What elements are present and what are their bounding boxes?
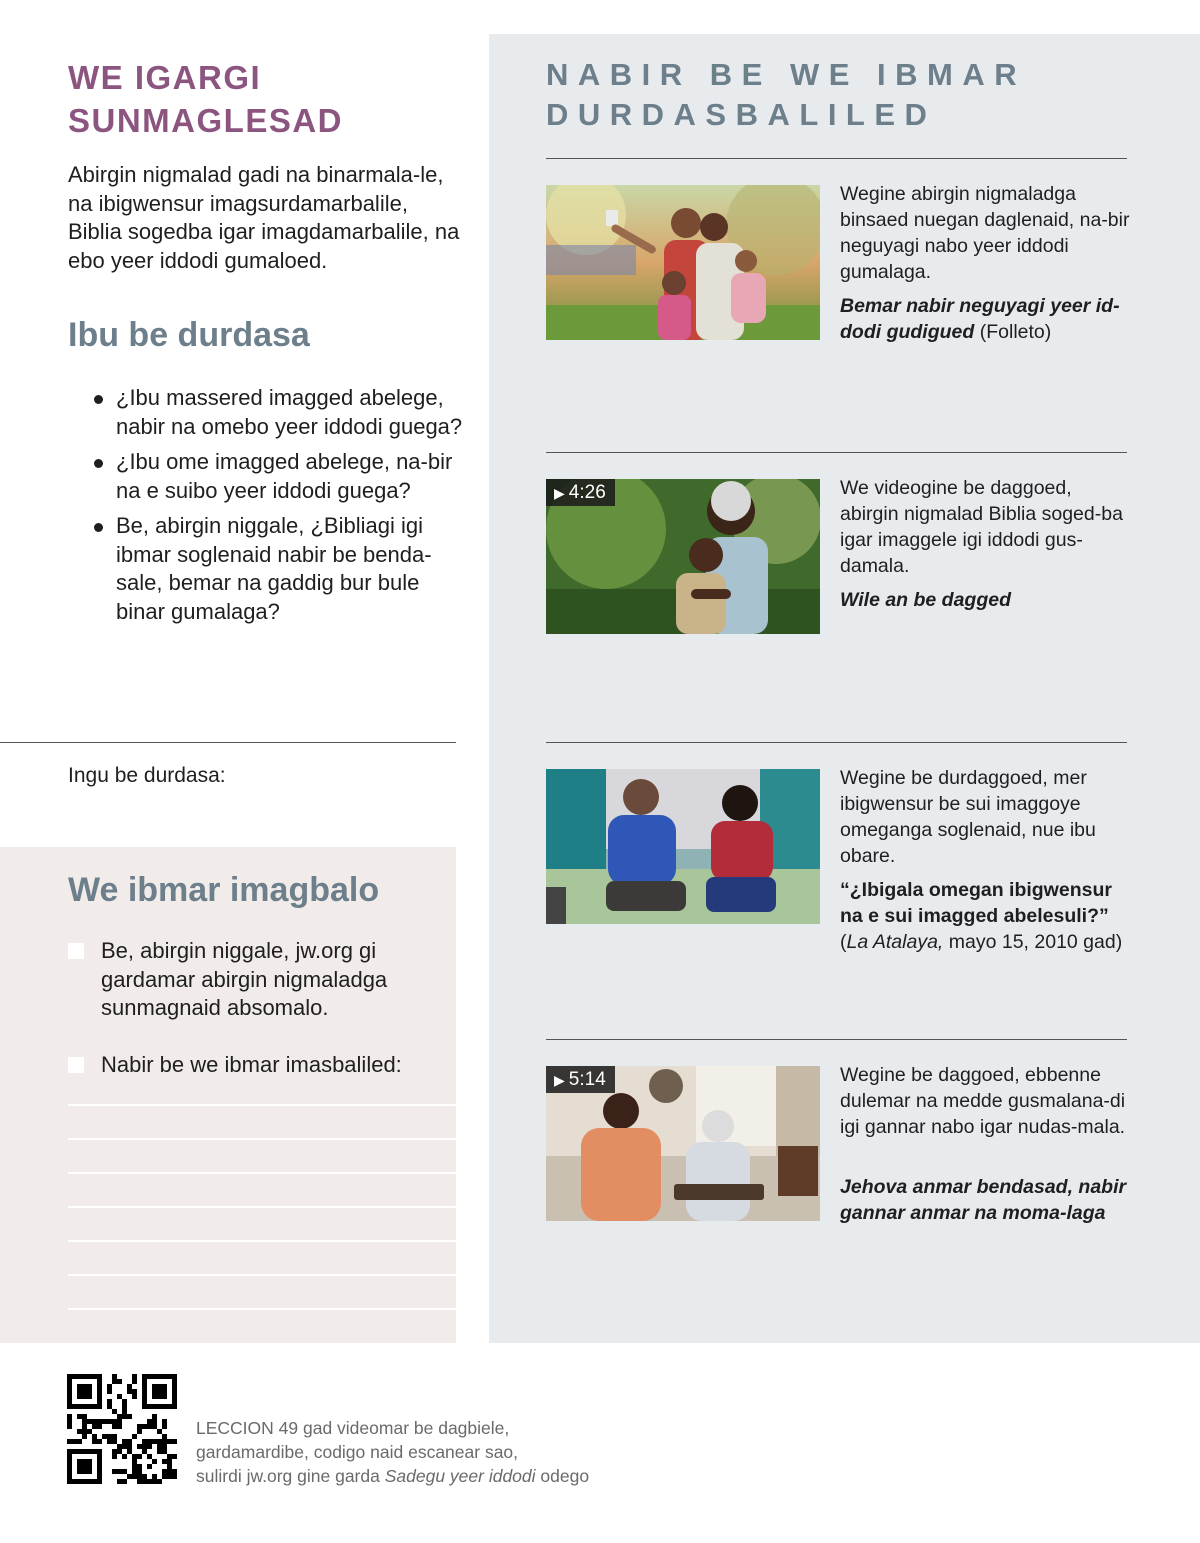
footer-note-line: gardamardibe, codigo naid escanear sao, xyxy=(196,1442,519,1462)
elderly-couple-video-thumbnail[interactable] xyxy=(546,479,820,634)
goals-panel xyxy=(0,847,456,1343)
writing-line[interactable] xyxy=(68,1104,456,1106)
writing-line[interactable] xyxy=(68,1274,456,1276)
writing-line[interactable] xyxy=(68,1240,456,1242)
divider xyxy=(546,742,1127,743)
resource-title[interactable] xyxy=(840,293,1130,345)
questions-list xyxy=(90,384,465,633)
video-duration-badge xyxy=(546,1066,615,1093)
question-text: Be, abirgin niggale, ¿Bibliagi igi ibmar soglenaid nabir be benda-sale, bemar na gaddig bur bule binar gumalaga? xyxy=(116,513,432,624)
bullet-icon xyxy=(94,459,103,468)
checkbox-icon[interactable] xyxy=(68,943,84,959)
resource-description: Wegine be durdaggoed, mer ibigwensur be sui imaggoye omeganga soglenaid, nue ibu obare. xyxy=(840,767,1096,867)
bible-study-video-thumbnail[interactable] xyxy=(546,1066,820,1221)
question-text: ¿Ibu massered imagged abelege, nabir na omebo yeer iddodi guega? xyxy=(116,385,463,439)
resource-source-italic: La Atalaya, xyxy=(846,931,944,953)
footer-note-publication: Sadegu yeer iddodi xyxy=(384,1466,536,1486)
resource-description: Wegine abirgin nigmaladga binsaed nuegan daglenaid, na-bir neguyagi nabo yeer iddodi gumalaga. xyxy=(840,183,1130,283)
divider xyxy=(546,452,1127,453)
family-selfie-photo[interactable] xyxy=(546,185,820,340)
writing-line[interactable] xyxy=(68,1308,456,1310)
question-item xyxy=(90,448,465,505)
footer-note-line: odego xyxy=(535,1466,590,1486)
checkbox-icon[interactable] xyxy=(68,1057,84,1073)
resource-title-text[interactable]: Jehova anmar bendasad, nabir gannar anmar na moma-laga xyxy=(840,1176,1127,1224)
divider xyxy=(546,1039,1127,1040)
divider xyxy=(546,158,1127,159)
writing-line[interactable] xyxy=(68,1172,456,1174)
questions-heading: Ibu be durdasa xyxy=(68,316,310,354)
resource-source: (Folleto) xyxy=(979,321,1052,343)
footer-note xyxy=(196,1416,696,1488)
writing-line[interactable] xyxy=(68,1138,456,1140)
goal-text: Nabir be we ibmar imasbaliled: xyxy=(101,1052,402,1077)
resource-title[interactable] xyxy=(840,1174,1130,1226)
resource-description: We videogine be daggoed, abirgin nigmalad Biblia soged-ba igar imaggele igi iddodi gus-damala. xyxy=(840,477,1123,577)
summary-title: WE IGARGI SUNMAGLESAD xyxy=(68,59,344,139)
bullet-icon xyxy=(94,395,103,404)
video-duration: 5:14 xyxy=(568,1069,606,1090)
resource-title[interactable] xyxy=(840,877,1130,955)
writing-line[interactable] xyxy=(68,1206,456,1208)
divider xyxy=(0,742,456,743)
video-duration-badge xyxy=(546,479,615,506)
explore-title: NABIR BE WE IBMAR DURDASBALILED xyxy=(546,57,1027,132)
couple-conversation-photo[interactable] xyxy=(546,769,820,924)
resource-description: Wegine be daggoed, ebbenne dulemar na medde gusmalana-di igi gannar nabo igar nudas-mala. xyxy=(840,1064,1126,1138)
goal-item xyxy=(68,1051,448,1080)
question-text: ¿Ibu ome imagged abelege, na-bir na e suibo yeer iddodi guega? xyxy=(116,449,453,503)
video-duration: 4:26 xyxy=(568,482,606,503)
resource-title-text[interactable]: Bemar nabir neguyagi yeer id-dodi gudigued xyxy=(840,295,1120,343)
play-icon: ▶ xyxy=(554,1072,565,1088)
goals-heading: We ibmar imagbalo xyxy=(68,871,380,909)
qr-code-icon[interactable] xyxy=(67,1374,177,1484)
play-icon: ▶ xyxy=(554,485,565,501)
resource-title-text[interactable]: Wile an be dagged xyxy=(840,589,1012,611)
summary-text: Abirgin nigmalad gadi na binarmala-le, na ibigwensur imagsurdamarbalile, Biblia sogedba igar imagdamarbalile, na ebo yeer iddodi gumaloed. xyxy=(68,162,460,273)
resource-source: mayo 15, 2010 gad) xyxy=(943,931,1123,953)
footer-note-line: LECCION 49 gad videomar be dagbiele, xyxy=(196,1418,510,1438)
resource-title-text[interactable]: “¿Ibigala omegan ibigwensur na e sui imagged abelesuli?” xyxy=(840,879,1112,927)
footer-note-line: sulirdi jw.org gine garda xyxy=(196,1466,385,1486)
goal-item xyxy=(68,937,448,1023)
bullet-icon xyxy=(94,523,103,532)
goal-text: Be, abirgin niggale, jw.org gi gardamar abirgin nigmaladga sunmagnaid absomalo. xyxy=(101,938,388,1020)
answer-label: Ingu be durdasa: xyxy=(68,764,226,787)
question-item xyxy=(90,384,465,441)
question-item xyxy=(90,512,465,626)
resource-title[interactable] xyxy=(840,587,1130,613)
resource-source-open: ( xyxy=(840,931,847,953)
